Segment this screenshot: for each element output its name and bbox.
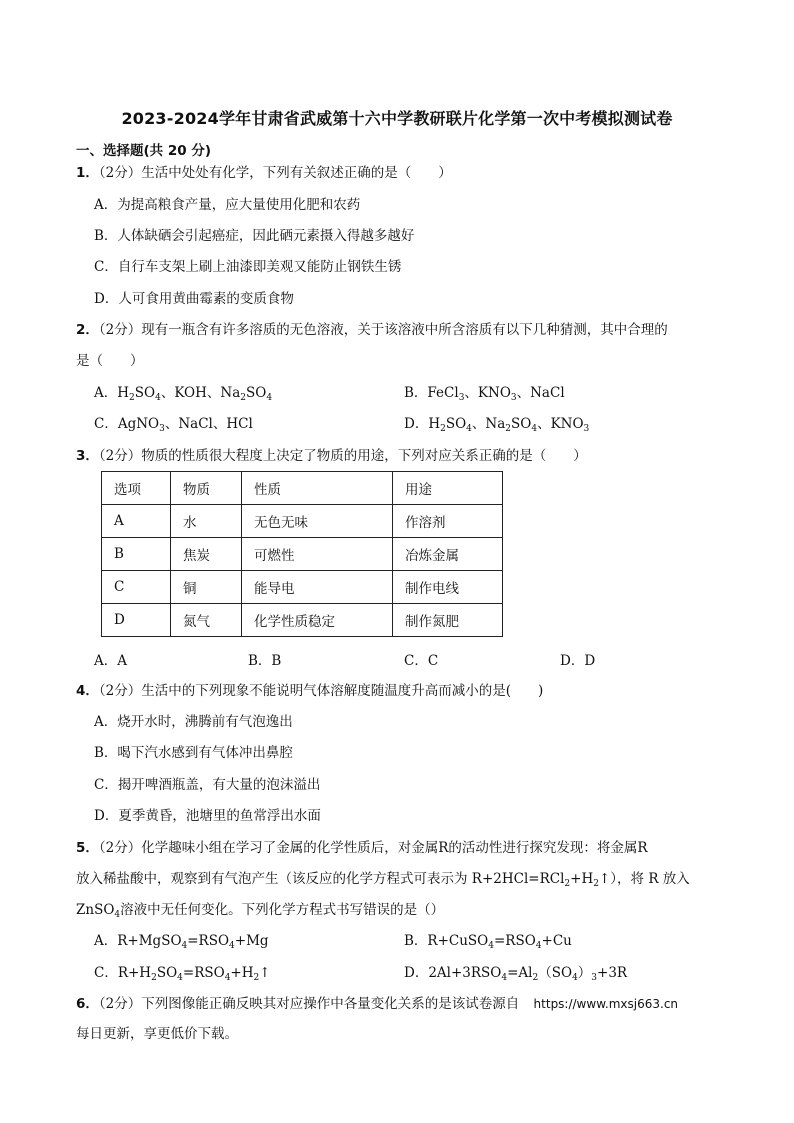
text: ↑），将 R 放入 (598, 871, 690, 887)
question-number: 6． (76, 996, 99, 1012)
table-cell: 焦炭 (171, 538, 242, 571)
subscript: 2 (240, 393, 246, 403)
text: C．AgNO (94, 416, 160, 432)
text: 、KNO (464, 385, 511, 401)
question-number: 3． (76, 448, 99, 464)
question-stem: （2分）下列图像能正确反映其对应操作中各量变化关系的是该试卷源自 (98, 996, 520, 1012)
table-cell: 作溶剂 (393, 505, 503, 538)
text: ↑ (259, 965, 271, 981)
table-cell: 可燃性 (242, 538, 393, 571)
subscript: 4 (177, 973, 183, 983)
subscript: 2 (151, 973, 157, 983)
text: =Al (507, 965, 533, 981)
question-number: 2． (76, 322, 99, 338)
q1-option-d[interactable]: D．人可食用黄曲霉素的变质食物 (94, 291, 294, 307)
q3-option-d[interactable]: D．D (560, 653, 596, 669)
q3-option-a[interactable]: A．A (94, 653, 127, 669)
text: 、NaCl、HCl (164, 416, 253, 432)
subscript: 3 (591, 973, 598, 983)
subscript: 2 (593, 879, 599, 889)
text: =RSO (182, 965, 225, 981)
question-3 (76, 447, 587, 465)
subscript: 3 (583, 424, 590, 434)
table-row (102, 604, 503, 637)
q3-option-b[interactable]: B．B (248, 653, 282, 669)
text: A．R+MgSO (94, 933, 182, 949)
q2-option-c[interactable] (94, 415, 253, 433)
question-stem: （2分）生活中处处有化学，下列有关叙述正确的是（ ） (98, 165, 452, 181)
table-cell: B (102, 538, 171, 571)
subscript: 4 (488, 941, 494, 951)
text: C．R+H (94, 965, 152, 981)
text: 、Na (471, 416, 506, 432)
subscript: 2 (564, 879, 571, 889)
text: +3R (597, 965, 628, 981)
q5-option-c[interactable] (94, 964, 271, 982)
property-use-table (101, 471, 503, 637)
q5-option-b[interactable] (404, 932, 572, 950)
text: +H (230, 965, 254, 981)
table-cell: 铜 (171, 571, 242, 604)
q5-option-d[interactable] (404, 964, 627, 982)
text: D．H (404, 416, 441, 432)
q4-option-c[interactable]: C．揭开啤酒瓶盖，有大量的泡沫溢出 (94, 777, 321, 793)
question-number: 1． (76, 165, 99, 181)
question-stem: （2分）现有一瓶含有许多溶质的无色溶液，关于该溶液中所含溶质有以下几种猜测，其中合理的 (98, 322, 668, 338)
q4-option-b[interactable]: B．喝下汽水感到有气体冲出鼻腔 (94, 745, 293, 761)
q3-option-c[interactable]: C．C (404, 653, 439, 669)
text: ） (577, 965, 592, 981)
table-cell: D (102, 604, 171, 637)
question-2 (76, 321, 668, 339)
q5-option-a[interactable] (94, 932, 269, 950)
text: 放入稀盐酸中，观察到有气泡产生（该反应的化学方程式可表示为 R+2HCl=RCl (76, 871, 565, 887)
subscript: 4 (181, 941, 188, 951)
text: 溶液中无任何变化。下列化学方程式书写错误的是（） (120, 902, 445, 918)
table-cell: 冶炼金属 (393, 538, 503, 571)
table-cell: C (102, 571, 171, 604)
text: SO (246, 385, 267, 401)
text: B．R+CuSO (404, 933, 489, 949)
text: 、KNO (537, 416, 584, 432)
text: B．FeCl (404, 385, 459, 401)
table-cell: 无色无味 (242, 505, 393, 538)
question-5 (76, 839, 648, 857)
q4-option-d[interactable]: D．夏季黄昏，池塘里的鱼常浮出水面 (94, 808, 321, 824)
table-row (102, 505, 503, 538)
q1-option-a[interactable]: A．为提高粮食产量，应大量使用化肥和农药 (94, 197, 361, 213)
text: SO (134, 385, 156, 401)
question-5-stem-line2 (76, 870, 690, 888)
subscript: 3 (458, 393, 465, 403)
subscript: 2 (505, 424, 512, 434)
subscript: 2 (129, 393, 135, 403)
subscript: 4 (114, 910, 121, 920)
subscript: 4 (266, 393, 273, 403)
q1-option-c[interactable]: C．自行车支架上刷上油漆即美观又能防止钢铁生锈 (94, 259, 402, 275)
table-cell: 能导电 (242, 571, 393, 604)
subscript: 2 (440, 424, 446, 434)
q2-option-b[interactable] (404, 384, 565, 402)
text: A．H (94, 385, 130, 401)
question-stem: （2分）化学趣味小组在学习了金属的化学性质后，对金属R的活动性进行探究发现：将金属R (98, 840, 648, 856)
table-cell: 化学性质稳定 (242, 604, 393, 637)
text: =RSO (493, 933, 536, 949)
q2-option-d[interactable] (404, 415, 589, 433)
text: 、KOH、Na (160, 385, 241, 401)
subscript: 2 (253, 973, 260, 983)
question-number: 5． (76, 840, 99, 856)
text: SO (445, 416, 467, 432)
subscript: 4 (155, 393, 161, 403)
table-header-cell: 性质 (242, 472, 393, 505)
table-header-cell: 物质 (171, 472, 242, 505)
question-4 (76, 682, 543, 700)
subscript: 4 (572, 973, 578, 983)
text: =RSO (187, 933, 230, 949)
text: +Mg (234, 933, 269, 949)
text: +H (570, 871, 594, 887)
table-header-cell: 选项 (102, 472, 171, 505)
table-cell: 制作氮肥 (393, 604, 503, 637)
question-1 (76, 164, 452, 182)
subscript: 4 (229, 941, 235, 951)
question-stem: （2分）生活中的下列现象不能说明气体溶解度随温度升高而减小的是( ) (98, 683, 544, 699)
text: SO (511, 416, 532, 432)
subscript: 4 (501, 973, 508, 983)
question-stem: （2分）物质的性质很大程度上决定了物质的用途，下列对应关系正确的是（ ） (98, 448, 587, 464)
q1-option-b[interactable]: B．人体缺硒会引起癌症，因此硒元素摄入得越多越好 (94, 228, 415, 244)
table-cell: 水 (171, 505, 242, 538)
question-2-stem-cont: 是（ ） (76, 353, 144, 369)
text: SO (156, 965, 178, 981)
question-6-tail: 每日更新，享更低价下载。 (76, 1026, 238, 1042)
subscript: 3 (159, 424, 165, 434)
page-title: 2023-2024学年甘肃省武威第十六中学教研联片化学第一次中考模拟测试卷 (121, 109, 673, 128)
table-header-cell: 用途 (393, 472, 503, 505)
text: （SO (538, 965, 573, 981)
subscript: 4 (466, 424, 472, 434)
table-cell: A (102, 505, 171, 538)
subscript: 4 (531, 424, 538, 434)
question-6 (76, 995, 678, 1013)
q4-option-a[interactable]: A．烧开水时，沸腾前有气泡逸出 (94, 714, 293, 730)
subscript: 2 (532, 973, 539, 983)
table-row (102, 538, 503, 571)
subscript: 4 (224, 973, 231, 983)
section-heading: 一、选择题(共 20 分) (76, 143, 212, 159)
text: 、NaCl (516, 385, 565, 401)
q2-option-a[interactable] (94, 384, 272, 402)
subscript: 4 (535, 941, 542, 951)
table-row (102, 571, 503, 604)
table-header-row (102, 472, 503, 505)
question-number: 4． (76, 683, 99, 699)
table-cell: 制作电线 (393, 571, 503, 604)
table-cell: 氮气 (171, 604, 242, 637)
question-5-stem-line3 (76, 901, 444, 919)
text: ZnSO (76, 902, 115, 918)
text: D．2Al+3RSO (404, 965, 502, 981)
source-link[interactable]: https://www.mxsj663.cn (533, 997, 679, 1011)
subscript: 3 (510, 393, 517, 403)
text: +Cu (541, 933, 572, 949)
